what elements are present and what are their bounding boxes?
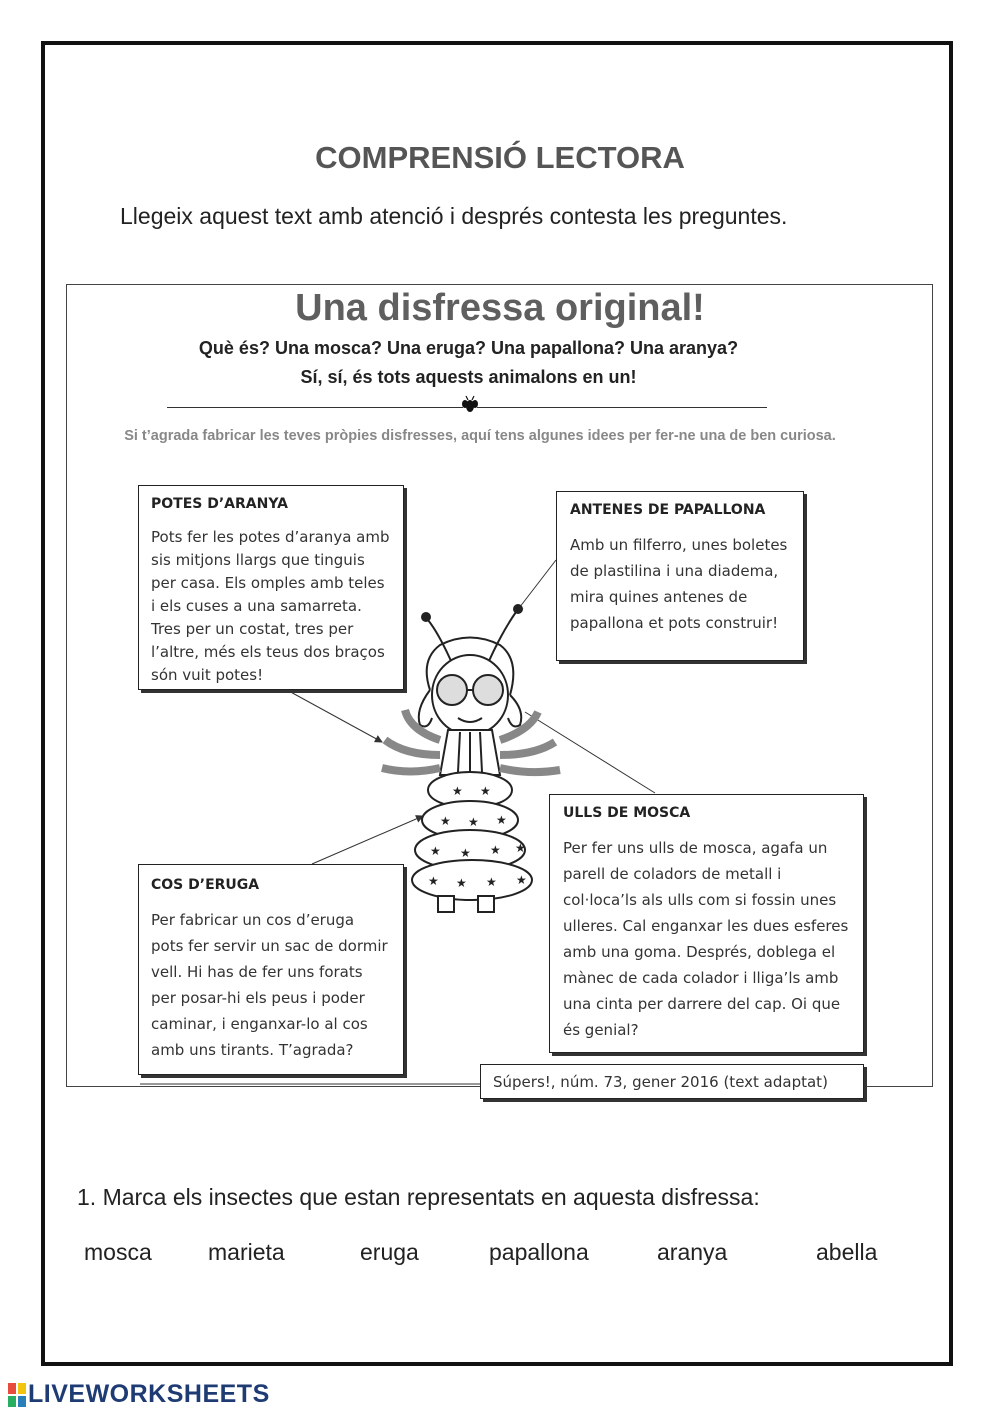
instructions-text: Llegeix aquest text amb atenció i després contesta les preguntes. [120, 203, 788, 229]
option-eruga[interactable]: eruga [360, 1239, 419, 1265]
worksheet-title: COMPRENSIÓ LECTORA [315, 140, 685, 175]
box-ulls-mosca [549, 794, 864, 1053]
svg-text:★: ★ [460, 846, 471, 860]
box-text: Per fabricar un cos d’eruga pots fer servir un sac de dormir vell. Hi has de fer uns forats per posar-hi els peus i poder caminar, i enganxar-lo al cos amb uns tirants. T’agrada? [151, 911, 388, 1059]
box-cos-eruga [138, 864, 404, 1075]
box-text: Per fer uns ulls de mosca, agafa un parell de coladors de metall i col·loca’ls als ulls com si fossin unes ulleres. Cal enganxar les dues esferes amb una goma. Després, doblega el mànec de cada colador i lliga’ls amb una cinta per darrere del cap. Oi que és genial? [563, 839, 849, 1039]
box-heading: ANTENES DE PAPALLONA [570, 502, 766, 518]
option-aranya[interactable]: aranya [657, 1239, 728, 1265]
footer-brand: LIVEWORKSHEETS [28, 1380, 270, 1408]
box-heading: POTES D’ARANYA [151, 496, 288, 512]
svg-text:★: ★ [456, 876, 467, 890]
svg-text:★: ★ [480, 784, 491, 798]
source-citation: Súpers!, núm. 73, gener 2016 (text adaptat) [480, 1064, 864, 1099]
liveworksheets-logo [8, 1380, 270, 1409]
svg-text:★: ★ [486, 875, 497, 889]
box-text: Amb un filferro, unes boletes de plastilina i una diadema, mira quines antenes de papallona et pots construir! [570, 536, 788, 632]
box-antenes-papallona [556, 491, 804, 661]
liveworksheets-mark-icon [8, 1383, 26, 1407]
option-abella[interactable]: abella [816, 1239, 878, 1265]
article-title: Una disfressa original! [295, 287, 705, 329]
svg-text:★: ★ [515, 841, 526, 855]
svg-text:★: ★ [496, 813, 507, 827]
option-mosca[interactable]: mosca [84, 1239, 152, 1265]
box-heading: ULLS DE MOSCA [563, 805, 691, 821]
bug-icon [459, 394, 481, 416]
article-subtitle-1: Què és? Una mosca? Una eruga? Una papallona? Una aranya? [198, 338, 739, 358]
svg-text:★: ★ [428, 874, 439, 888]
option-papallona[interactable]: papallona [489, 1239, 589, 1265]
article-subtitle-2: Sí, sí, és tots aquests animalons en un! [300, 367, 637, 387]
option-marieta[interactable]: marieta [208, 1239, 285, 1265]
box-potes-aranya [138, 485, 404, 690]
svg-text:★: ★ [452, 784, 463, 798]
svg-text:★: ★ [440, 814, 451, 828]
svg-text:★: ★ [490, 843, 501, 857]
article-intro: Si t’agrada fabricar les teves pròpies disfresses, aquí tens algunes idees per fer-ne una de ben curiosa. [124, 428, 836, 444]
svg-text:★: ★ [468, 815, 479, 829]
box-heading: COS D’ERUGA [151, 877, 260, 893]
svg-text:★: ★ [516, 873, 527, 887]
box-text: Pots fer les potes d’aranya amb sis mitjons llargs que tinguis per casa. Els omples amb teles i els cuses a una samarreta. Tres per un costat, tres per l’altre, més els teus dos braços són vuit potes! [151, 528, 390, 684]
question-1-prompt: 1. Marca els insectes que estan representats en aquesta disfressa: [77, 1184, 760, 1210]
svg-text:★: ★ [430, 844, 441, 858]
